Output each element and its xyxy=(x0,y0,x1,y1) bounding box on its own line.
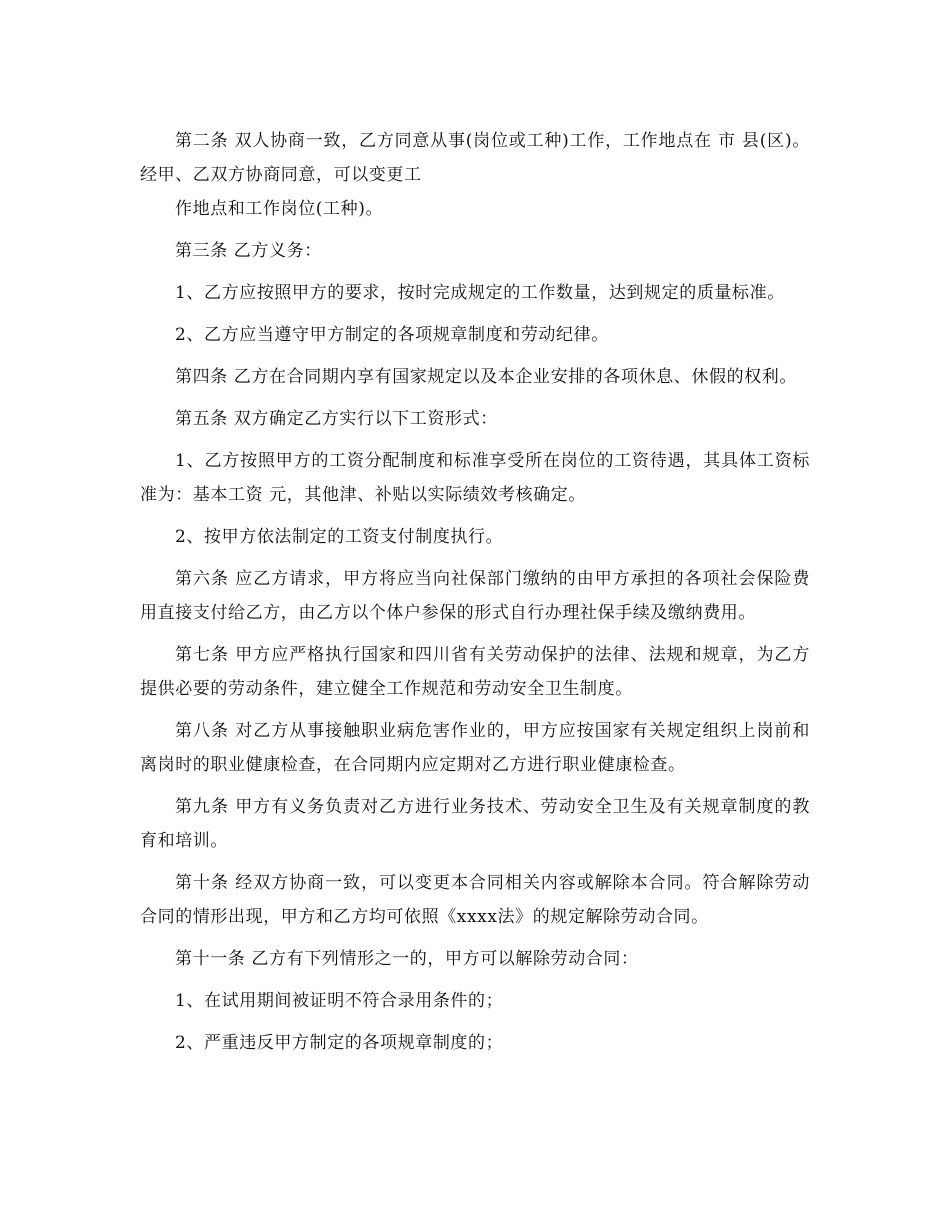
clause-5-item-2: 2、按甲方依法制定的工资支付制度执行。 xyxy=(175,527,504,547)
clause-2-paragraph: 第二条 双人协商一致，乙方同意从事(岗位或工种)工作，工作地点在 市 县(区)。经甲、乙双方协商同意，可以变更工 xyxy=(140,131,810,185)
clause-4-paragraph: 第四条 乙方在合同期内享有国家规定以及本企业安排的各项休息、休假的权利。 xyxy=(175,367,798,387)
clause-8-paragraph: 第八条 对乙方从事接触职业病危害作业的，甲方应按国家有关规定组织上岗前和离岗时的职业健康检查，在合同期内应定期对乙方进行职业健康检查。 xyxy=(140,721,810,775)
clause-2-continuation: 作地点和工作岗位(工种)。 xyxy=(175,199,384,219)
clause-11-item-1: 1、在试用期间被证明不符合录用条件的； xyxy=(175,991,504,1011)
clause-11-heading: 第十一条 乙方有下列情形之一的，甲方可以解除劳动合同： xyxy=(175,949,639,969)
clause-3-heading: 第三条 乙方义务： xyxy=(175,241,322,261)
clause-9-paragraph: 第九条 甲方有义务负责对乙方进行业务技术、劳动安全卫生及有关规章制度的教育和培训。 xyxy=(140,797,810,851)
clause-3-item-1: 1、乙方应按照甲方的要求，按时完成规定的工作数量，达到规定的质量标准。 xyxy=(175,283,785,303)
clause-10-paragraph: 第十条 经双方协商一致，可以变更本合同相关内容或解除本合同。符合解除劳动合同的情形出现，甲方和乙方均可依照《xxxx法》的规定解除劳动合同。 xyxy=(140,873,810,927)
clause-7-paragraph: 第七条 甲方应严格执行国家和四川省有关劳动保护的法律、法规和规章，为乙方提供必要的劳动条件，建立健全工作规范和劳动安全卫生制度。 xyxy=(140,645,810,699)
document-body xyxy=(140,124,810,1068)
clause-6-paragraph: 第六条 应乙方请求，甲方将应当向社保部门缴纳的由甲方承担的各项社会保险费用直接支付给乙方，由乙方以个体户参保的形式自行办理社保手续及缴纳费用。 xyxy=(140,569,810,623)
clause-11-item-2: 2、严重违反甲方制定的各项规章制度的； xyxy=(175,1033,504,1053)
clause-5-item-1: 1、乙方按照甲方的工资分配制度和标准享受所在岗位的工资待遇，其具体工资标准为：基本工资 元，其他津、补贴以实际绩效考核确定。 xyxy=(140,451,810,505)
clause-5-heading: 第五条 双方确定乙方实行以下工资形式： xyxy=(175,409,498,429)
clause-3-item-2: 2、乙方应当遵守甲方制定的各项规章制度和劳动纪律。 xyxy=(175,325,609,345)
